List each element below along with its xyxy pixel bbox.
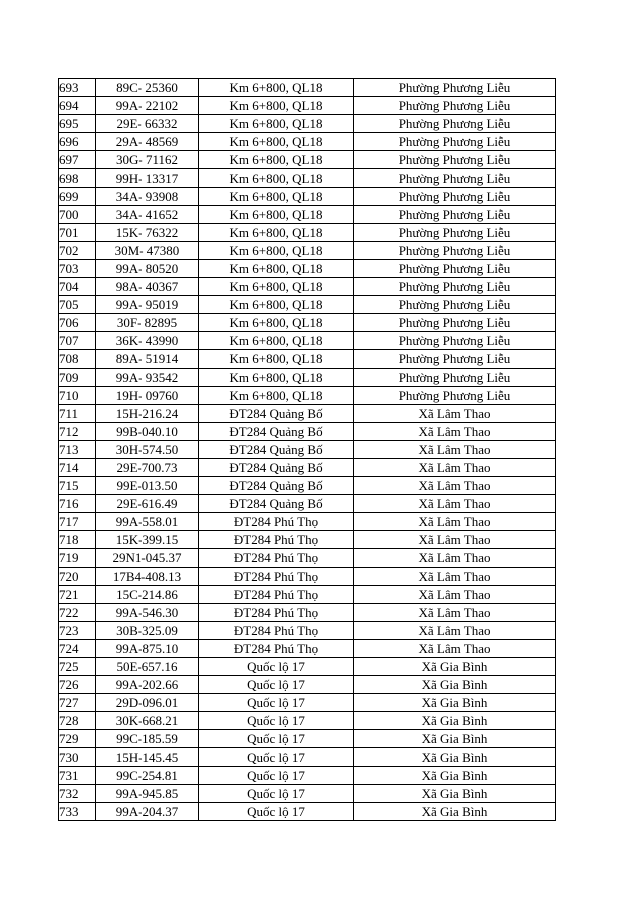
row-number-cell: 733 bbox=[59, 802, 96, 820]
row-number-cell: 712 bbox=[59, 422, 96, 440]
license-plate-cell: 89C- 25360 bbox=[96, 79, 199, 97]
ward-cell: Phường Phương Liễu bbox=[354, 368, 556, 386]
table-row bbox=[59, 97, 556, 115]
location-cell: ĐT284 Phú Thọ bbox=[199, 531, 354, 549]
table-row bbox=[59, 712, 556, 730]
location-cell: Km 6+800, QL18 bbox=[199, 205, 354, 223]
row-number-cell: 722 bbox=[59, 603, 96, 621]
ward-cell: Phường Phương Liễu bbox=[354, 79, 556, 97]
ward-cell: Xã Gia Bình bbox=[354, 784, 556, 802]
license-plate-cell: 30B-325.09 bbox=[96, 621, 199, 639]
ward-cell: Xã Lâm Thao bbox=[354, 458, 556, 476]
location-cell: ĐT284 Phú Thọ bbox=[199, 513, 354, 531]
ward-cell: Xã Lâm Thao bbox=[354, 549, 556, 567]
license-plate-cell: 99A- 80520 bbox=[96, 259, 199, 277]
location-cell: ĐT284 Phú Thọ bbox=[199, 621, 354, 639]
ward-cell: Phường Phương Liễu bbox=[354, 241, 556, 259]
license-plate-cell: 29E- 66332 bbox=[96, 115, 199, 133]
row-number-cell: 717 bbox=[59, 513, 96, 531]
ward-cell: Xã Lâm Thao bbox=[354, 585, 556, 603]
ward-cell: Xã Gia Bình bbox=[354, 766, 556, 784]
ward-cell: Phường Phương Liễu bbox=[354, 151, 556, 169]
ward-cell: Phường Phương Liễu bbox=[354, 115, 556, 133]
row-number-cell: 711 bbox=[59, 404, 96, 422]
location-cell: Km 6+800, QL18 bbox=[199, 133, 354, 151]
row-number-cell: 730 bbox=[59, 748, 96, 766]
license-plate-cell: 15H-145.45 bbox=[96, 748, 199, 766]
row-number-cell: 727 bbox=[59, 694, 96, 712]
ward-cell: Xã Gia Bình bbox=[354, 676, 556, 694]
license-plate-cell: 29D-096.01 bbox=[96, 694, 199, 712]
location-cell: ĐT284 Phú Thọ bbox=[199, 603, 354, 621]
license-plate-cell: 99A-546.30 bbox=[96, 603, 199, 621]
row-number-cell: 697 bbox=[59, 151, 96, 169]
ward-cell: Xã Gia Bình bbox=[354, 802, 556, 820]
ward-cell: Phường Phương Liễu bbox=[354, 386, 556, 404]
license-plate-cell: 99A- 22102 bbox=[96, 97, 199, 115]
ward-cell: Phường Phương Liễu bbox=[354, 278, 556, 296]
location-cell: Km 6+800, QL18 bbox=[199, 79, 354, 97]
table-row bbox=[59, 422, 556, 440]
row-number-cell: 726 bbox=[59, 676, 96, 694]
table-row bbox=[59, 549, 556, 567]
location-cell: Km 6+800, QL18 bbox=[199, 278, 354, 296]
location-cell: ĐT284 Phú Thọ bbox=[199, 639, 354, 657]
license-plate-cell: 17B4-408.13 bbox=[96, 567, 199, 585]
table-row bbox=[59, 79, 556, 97]
location-cell: Km 6+800, QL18 bbox=[199, 259, 354, 277]
table-row bbox=[59, 694, 556, 712]
license-plate-cell: 29E-616.49 bbox=[96, 495, 199, 513]
table-row bbox=[59, 748, 556, 766]
row-number-cell: 707 bbox=[59, 332, 96, 350]
license-plate-cell: 29N1-045.37 bbox=[96, 549, 199, 567]
ward-cell: Xã Gia Bình bbox=[354, 694, 556, 712]
location-cell: Km 6+800, QL18 bbox=[199, 314, 354, 332]
ward-cell: Xã Lâm Thao bbox=[354, 639, 556, 657]
table-row bbox=[59, 205, 556, 223]
location-cell: Quốc lộ 17 bbox=[199, 766, 354, 784]
license-plate-cell: 99A- 95019 bbox=[96, 296, 199, 314]
table-row bbox=[59, 151, 556, 169]
location-cell: Km 6+800, QL18 bbox=[199, 241, 354, 259]
row-number-cell: 718 bbox=[59, 531, 96, 549]
location-cell: ĐT284 Quảng Bố bbox=[199, 495, 354, 513]
location-cell: Quốc lộ 17 bbox=[199, 712, 354, 730]
ward-cell: Xã Lâm Thao bbox=[354, 495, 556, 513]
license-plate-cell: 15K- 76322 bbox=[96, 223, 199, 241]
table-row bbox=[59, 259, 556, 277]
table-row bbox=[59, 802, 556, 820]
row-number-cell: 700 bbox=[59, 205, 96, 223]
license-plate-cell: 30G- 71162 bbox=[96, 151, 199, 169]
table-row bbox=[59, 621, 556, 639]
table-row bbox=[59, 296, 556, 314]
license-plate-cell: 98A- 40367 bbox=[96, 278, 199, 296]
license-plate-cell: 99B-040.10 bbox=[96, 422, 199, 440]
row-number-cell: 705 bbox=[59, 296, 96, 314]
ward-cell: Xã Lâm Thao bbox=[354, 404, 556, 422]
table-row bbox=[59, 495, 556, 513]
table-row bbox=[59, 440, 556, 458]
location-cell: ĐT284 Quảng Bố bbox=[199, 404, 354, 422]
row-number-cell: 699 bbox=[59, 187, 96, 205]
location-cell: Quốc lộ 17 bbox=[199, 784, 354, 802]
location-cell: Km 6+800, QL18 bbox=[199, 151, 354, 169]
table-row bbox=[59, 278, 556, 296]
row-number-cell: 725 bbox=[59, 658, 96, 676]
table-row bbox=[59, 187, 556, 205]
row-number-cell: 694 bbox=[59, 97, 96, 115]
row-number-cell: 732 bbox=[59, 784, 96, 802]
ward-cell: Xã Gia Bình bbox=[354, 748, 556, 766]
table-row bbox=[59, 784, 556, 802]
location-cell: Km 6+800, QL18 bbox=[199, 97, 354, 115]
license-plate-cell: 30F- 82895 bbox=[96, 314, 199, 332]
license-plate-cell: 99C-185.59 bbox=[96, 730, 199, 748]
row-number-cell: 713 bbox=[59, 440, 96, 458]
location-cell: Quốc lộ 17 bbox=[199, 694, 354, 712]
row-number-cell: 710 bbox=[59, 386, 96, 404]
row-number-cell: 723 bbox=[59, 621, 96, 639]
ward-cell: Xã Lâm Thao bbox=[354, 422, 556, 440]
row-number-cell: 719 bbox=[59, 549, 96, 567]
row-number-cell: 724 bbox=[59, 639, 96, 657]
license-plate-cell: 34A- 93908 bbox=[96, 187, 199, 205]
table-row bbox=[59, 404, 556, 422]
location-cell: ĐT284 Phú Thọ bbox=[199, 549, 354, 567]
vehicle-records-table bbox=[58, 78, 556, 821]
location-cell: Quốc lộ 17 bbox=[199, 658, 354, 676]
row-number-cell: 701 bbox=[59, 223, 96, 241]
license-plate-cell: 99A-558.01 bbox=[96, 513, 199, 531]
row-number-cell: 698 bbox=[59, 169, 96, 187]
ward-cell: Phường Phương Liễu bbox=[354, 169, 556, 187]
location-cell: Quốc lộ 17 bbox=[199, 730, 354, 748]
row-number-cell: 709 bbox=[59, 368, 96, 386]
location-cell: Km 6+800, QL18 bbox=[199, 187, 354, 205]
ward-cell: Xã Gia Bình bbox=[354, 712, 556, 730]
ward-cell: Phường Phương Liễu bbox=[354, 296, 556, 314]
location-cell: Km 6+800, QL18 bbox=[199, 350, 354, 368]
ward-cell: Phường Phương Liễu bbox=[354, 314, 556, 332]
table-row bbox=[59, 350, 556, 368]
row-number-cell: 715 bbox=[59, 477, 96, 495]
table-row bbox=[59, 639, 556, 657]
row-number-cell: 706 bbox=[59, 314, 96, 332]
row-number-cell: 695 bbox=[59, 115, 96, 133]
table-row bbox=[59, 477, 556, 495]
row-number-cell: 708 bbox=[59, 350, 96, 368]
license-plate-cell: 19H- 09760 bbox=[96, 386, 199, 404]
license-plate-cell: 15H-216.24 bbox=[96, 404, 199, 422]
ward-cell: Phường Phương Liễu bbox=[354, 223, 556, 241]
license-plate-cell: 15C-214.86 bbox=[96, 585, 199, 603]
location-cell: ĐT284 Phú Thọ bbox=[199, 567, 354, 585]
location-cell: Km 6+800, QL18 bbox=[199, 332, 354, 350]
location-cell: Km 6+800, QL18 bbox=[199, 223, 354, 241]
row-number-cell: 702 bbox=[59, 241, 96, 259]
ward-cell: Phường Phương Liễu bbox=[354, 97, 556, 115]
table-row bbox=[59, 585, 556, 603]
ward-cell: Xã Lâm Thao bbox=[354, 567, 556, 585]
row-number-cell: 696 bbox=[59, 133, 96, 151]
location-cell: ĐT284 Quảng Bố bbox=[199, 477, 354, 495]
ward-cell: Phường Phương Liễu bbox=[354, 350, 556, 368]
ward-cell: Phường Phương Liễu bbox=[354, 133, 556, 151]
row-number-cell: 704 bbox=[59, 278, 96, 296]
table-row bbox=[59, 730, 556, 748]
ward-cell: Xã Lâm Thao bbox=[354, 531, 556, 549]
ward-cell: Phường Phương Liễu bbox=[354, 187, 556, 205]
license-plate-cell: 34A- 41652 bbox=[96, 205, 199, 223]
license-plate-cell: 89A- 51914 bbox=[96, 350, 199, 368]
ward-cell: Phường Phương Liễu bbox=[354, 259, 556, 277]
location-cell: Km 6+800, QL18 bbox=[199, 296, 354, 314]
row-number-cell: 714 bbox=[59, 458, 96, 476]
table-row bbox=[59, 766, 556, 784]
table-row bbox=[59, 223, 556, 241]
location-cell: Km 6+800, QL18 bbox=[199, 115, 354, 133]
license-plate-cell: 36K- 43990 bbox=[96, 332, 199, 350]
table-row bbox=[59, 603, 556, 621]
row-number-cell: 720 bbox=[59, 567, 96, 585]
ward-cell: Phường Phương Liễu bbox=[354, 332, 556, 350]
location-cell: Quốc lộ 17 bbox=[199, 802, 354, 820]
table-row bbox=[59, 386, 556, 404]
license-plate-cell: 29E-700.73 bbox=[96, 458, 199, 476]
table-row bbox=[59, 314, 556, 332]
table-row bbox=[59, 531, 556, 549]
table-row bbox=[59, 115, 556, 133]
license-plate-cell: 99A-202.66 bbox=[96, 676, 199, 694]
table-row bbox=[59, 567, 556, 585]
ward-cell: Xã Lâm Thao bbox=[354, 440, 556, 458]
table-row bbox=[59, 368, 556, 386]
row-number-cell: 703 bbox=[59, 259, 96, 277]
table-row bbox=[59, 458, 556, 476]
row-number-cell: 731 bbox=[59, 766, 96, 784]
row-number-cell: 729 bbox=[59, 730, 96, 748]
row-number-cell: 693 bbox=[59, 79, 96, 97]
row-number-cell: 728 bbox=[59, 712, 96, 730]
license-plate-cell: 29A- 48569 bbox=[96, 133, 199, 151]
ward-cell: Xã Lâm Thao bbox=[354, 513, 556, 531]
license-plate-cell: 99A-875.10 bbox=[96, 639, 199, 657]
location-cell: ĐT284 Quảng Bố bbox=[199, 440, 354, 458]
ward-cell: Xã Lâm Thao bbox=[354, 603, 556, 621]
license-plate-cell: 30M- 47380 bbox=[96, 241, 199, 259]
table-row bbox=[59, 658, 556, 676]
license-plate-cell: 99H- 13317 bbox=[96, 169, 199, 187]
license-plate-cell: 30H-574.50 bbox=[96, 440, 199, 458]
license-plate-cell: 30K-668.21 bbox=[96, 712, 199, 730]
location-cell: ĐT284 Quảng Bố bbox=[199, 422, 354, 440]
ward-cell: Phường Phương Liễu bbox=[354, 205, 556, 223]
license-plate-cell: 99A-204.37 bbox=[96, 802, 199, 820]
location-cell: Km 6+800, QL18 bbox=[199, 169, 354, 187]
table-row bbox=[59, 332, 556, 350]
license-plate-cell: 99A- 93542 bbox=[96, 368, 199, 386]
license-plate-cell: 99A-945.85 bbox=[96, 784, 199, 802]
location-cell: Quốc lộ 17 bbox=[199, 676, 354, 694]
license-plate-cell: 15K-399.15 bbox=[96, 531, 199, 549]
row-number-cell: 721 bbox=[59, 585, 96, 603]
ward-cell: Xã Gia Bình bbox=[354, 730, 556, 748]
location-cell: Km 6+800, QL18 bbox=[199, 386, 354, 404]
row-number-cell: 716 bbox=[59, 495, 96, 513]
table-row bbox=[59, 676, 556, 694]
ward-cell: Xã Gia Bình bbox=[354, 658, 556, 676]
location-cell: Km 6+800, QL18 bbox=[199, 368, 354, 386]
table-row bbox=[59, 133, 556, 151]
license-plate-cell: 99C-254.81 bbox=[96, 766, 199, 784]
ward-cell: Xã Lâm Thao bbox=[354, 621, 556, 639]
records-body bbox=[59, 79, 556, 821]
location-cell: ĐT284 Quảng Bố bbox=[199, 458, 354, 476]
table-row bbox=[59, 241, 556, 259]
ward-cell: Xã Lâm Thao bbox=[354, 477, 556, 495]
license-plate-cell: 99E-013.50 bbox=[96, 477, 199, 495]
license-plate-cell: 50E-657.16 bbox=[96, 658, 199, 676]
table-row bbox=[59, 513, 556, 531]
table-row bbox=[59, 169, 556, 187]
location-cell: ĐT284 Phú Thọ bbox=[199, 585, 354, 603]
location-cell: Quốc lộ 17 bbox=[199, 748, 354, 766]
